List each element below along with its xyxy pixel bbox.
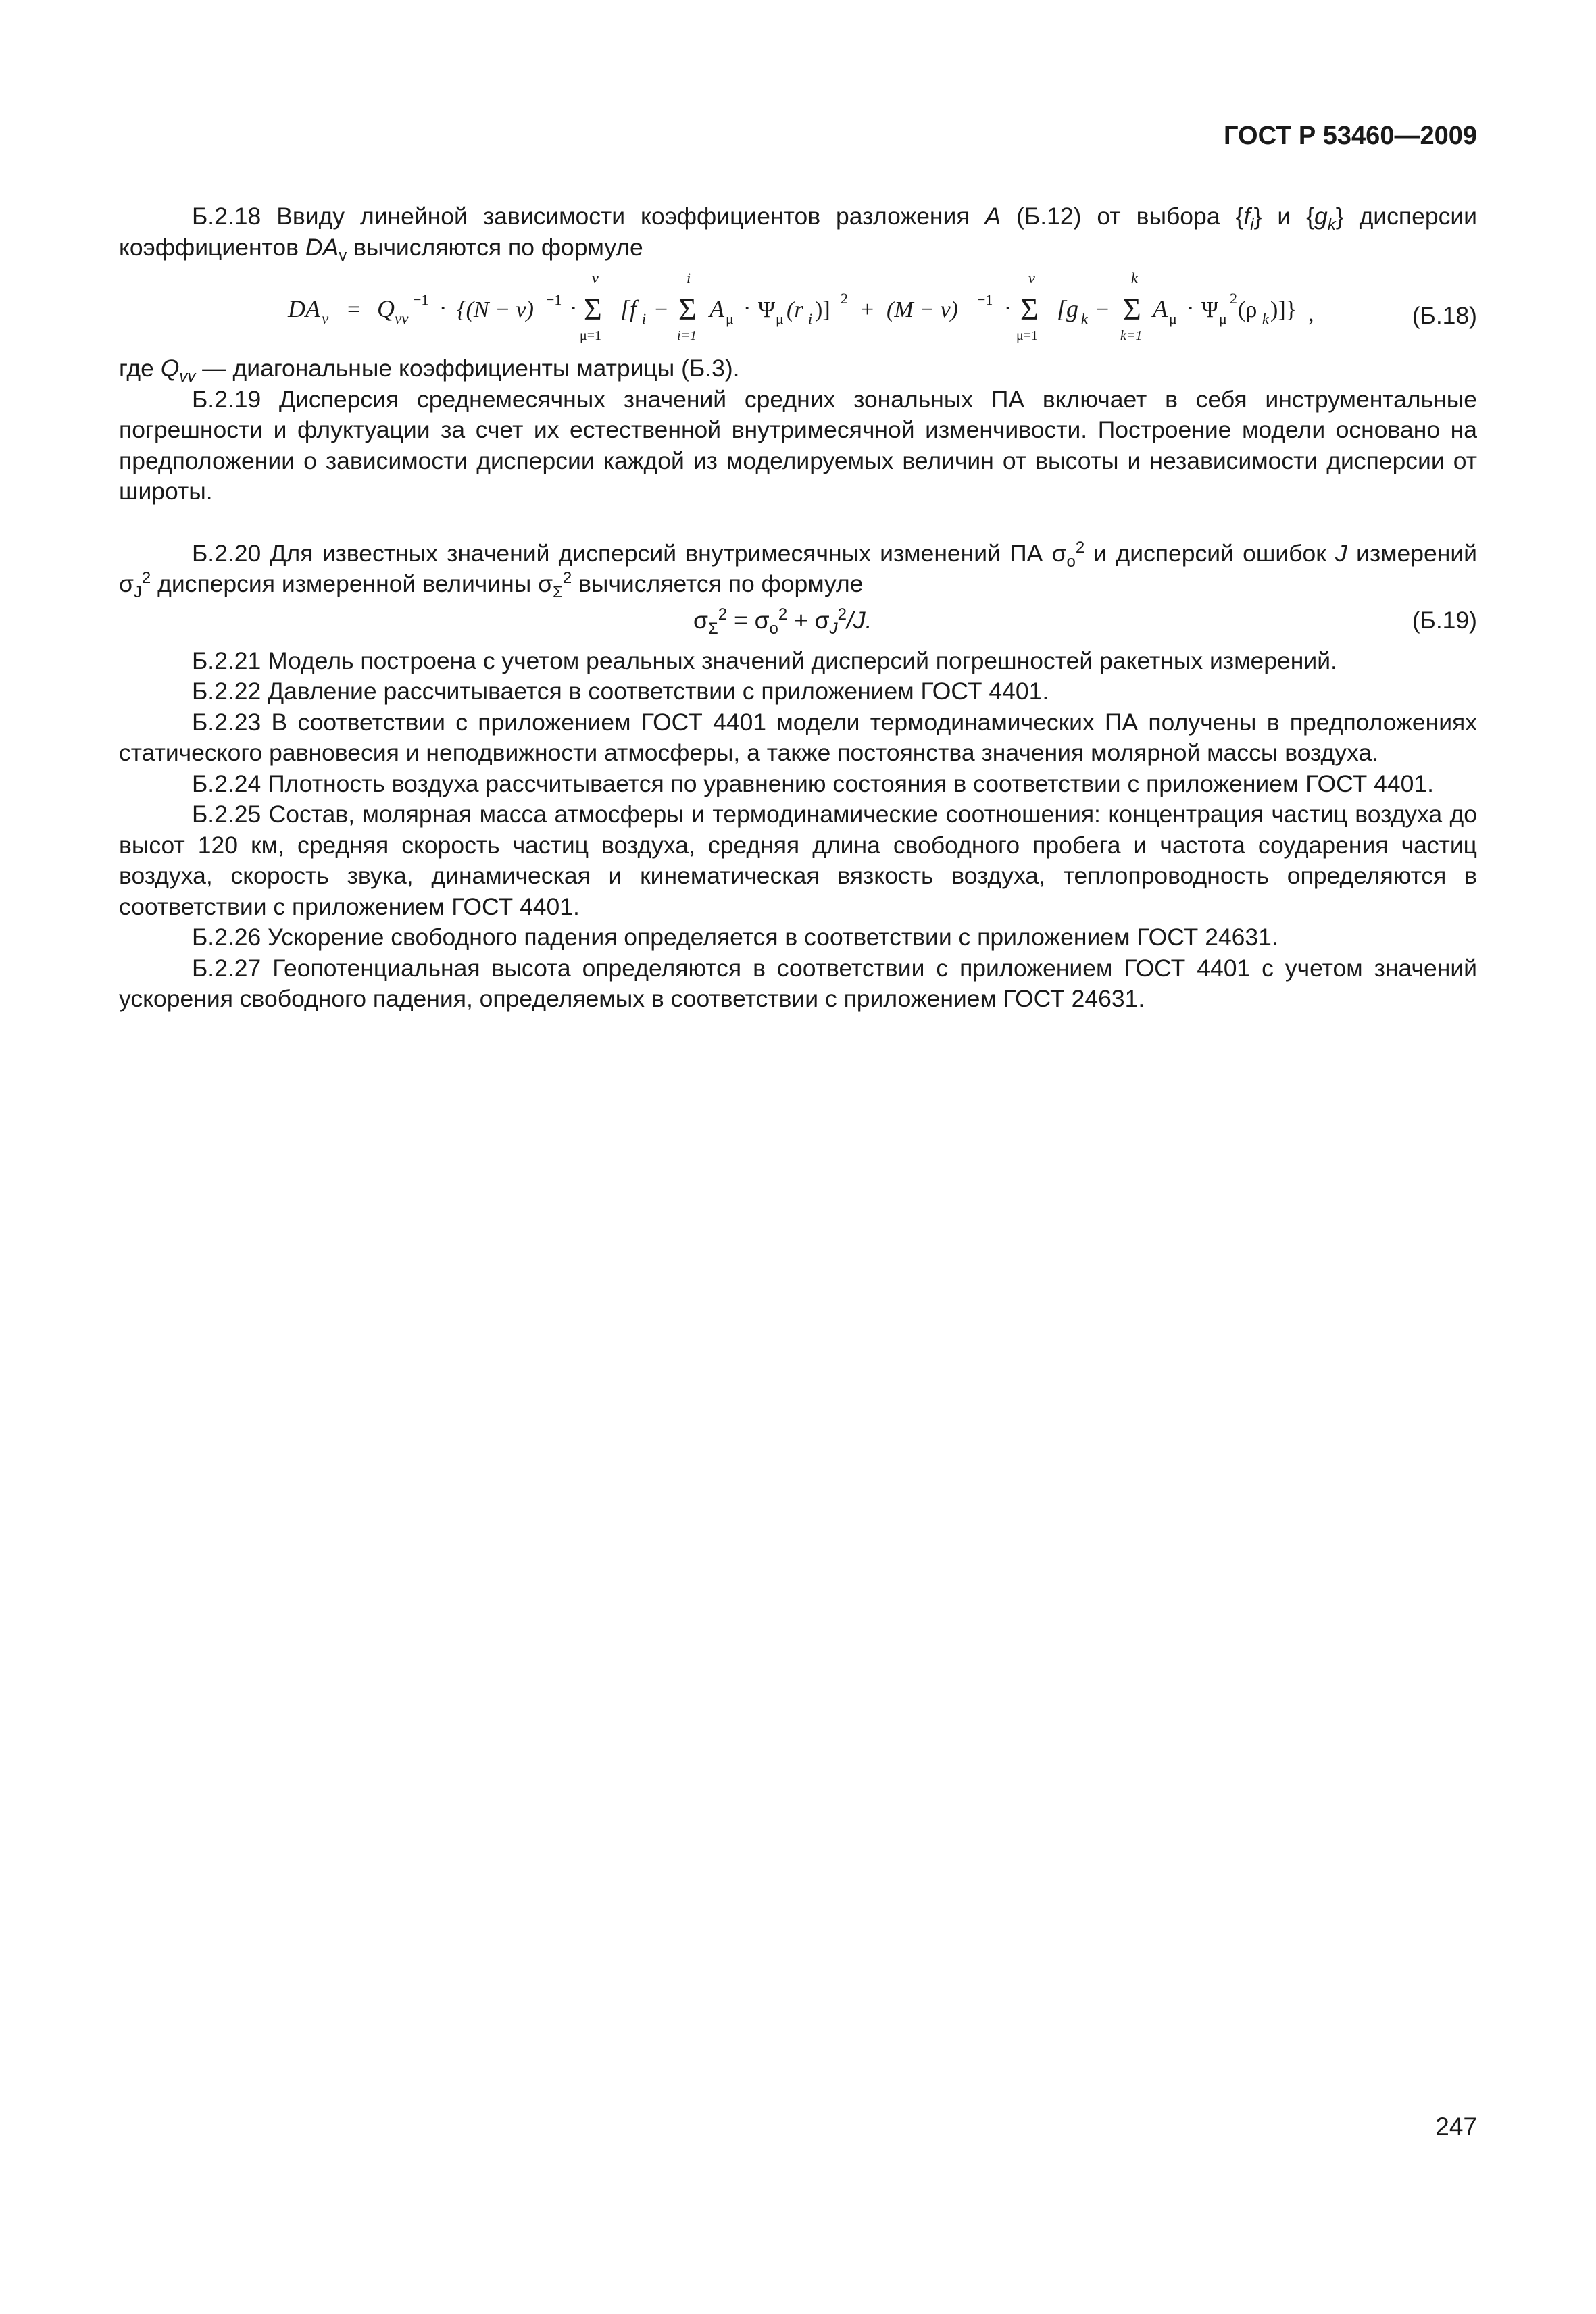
formula-lhs: DA <box>288 295 320 322</box>
svg-text:Q: Q <box>377 295 395 322</box>
formula-number-b18: (Б.18) <box>1412 302 1477 329</box>
svg-text:−1: −1 <box>977 291 993 308</box>
paragraph-b224: Б.2.24 Плотность воздуха рассчитывается по уравнению состояния в соответствии с приложением ГОСТ 4401. <box>192 770 1434 797</box>
svg-text:k=1: k=1 <box>1120 328 1143 343</box>
paragraph-b225: Б.2.25 Состав, молярная масса атмосферы и термодинамические соотношения: концентрация частиц воздуха до высот 120 км, средняя скорость частиц воздуха, средняя длина свободного пробега и частота соударения частиц воздуха, скорость звука, динамическая и кинематическая вязкость воздуха, теплопроводность определяются в соответствии с приложением ГОСТ 4401. <box>119 801 1477 920</box>
svg-text:−: − <box>655 297 668 322</box>
svg-text:,: , <box>1308 301 1314 326</box>
sum-symbol-2: Σ <box>678 292 697 326</box>
svg-text:(ρ: (ρ <box>1238 297 1257 322</box>
svg-text:vv: vv <box>395 310 409 327</box>
svg-text:[g: [g <box>1057 295 1079 322</box>
svg-text:=: = <box>347 297 361 322</box>
paragraph-b223: Б.2.23 В соответствии с приложением ГОСТ 4401 модели термодинамических ПА получены в предположениях статического равновесия и неподвижности атмосферы, а также постоянства значения молярной массы воздуха. <box>119 708 1477 766</box>
sum-symbol-3: Σ <box>1020 292 1039 326</box>
svg-text:k: k <box>1262 310 1269 327</box>
svg-text:·: · <box>1004 296 1012 321</box>
svg-text:μ=1: μ=1 <box>1016 328 1039 343</box>
svg-text:(r: (r <box>787 297 803 322</box>
svg-text:k: k <box>1131 270 1138 286</box>
svg-text:[f: [f <box>620 295 637 322</box>
paragraph-b220: Б.2.20 Для известных значений дисперсий внутримесячных изменений ПА $\sigma_о^2$ и дисперсий ошибок J измерений $\sigma_J^2$ дисперсия измеренной величины $\sigma_\Sigma^2$ вычисляется по формуле <box>119 538 1477 602</box>
where-clause: где $Q_{vv}$ — диагональные коэффициенты матрицы (Б.3). <box>119 355 740 386</box>
paragraph-b227: Б.2.27 Геопотенциальная высота определяются в соответствии с приложением ГОСТ 4401 с учетом значений ускорения свободного падения, определяемых в соответствии с приложением ГОСТ 24631. <box>119 954 1477 1012</box>
svg-text:·: · <box>743 296 751 321</box>
svg-text:·: · <box>439 296 447 321</box>
svg-text:μ: μ <box>1219 310 1227 327</box>
svg-text:)]: )] <box>815 297 830 322</box>
svg-text:Ψ: Ψ <box>1201 297 1219 322</box>
svg-text:k: k <box>1081 310 1088 327</box>
svg-text:i: i <box>642 310 647 327</box>
formula-b19 <box>119 603 1477 639</box>
svg-text:·: · <box>570 296 578 321</box>
sum-symbol-4: Σ <box>1123 292 1141 326</box>
svg-text:v: v <box>1028 270 1035 286</box>
document-body <box>119 201 1477 1015</box>
formula-number-b19: (Б.19) <box>1412 606 1477 634</box>
svg-text:v: v <box>592 270 599 286</box>
svg-text:−1: −1 <box>413 291 429 308</box>
paragraph-b221: Б.2.21 Модель построена с учетом реальных значений дисперсий погрешностей ракетных измерений. <box>192 647 1337 674</box>
page-number: 247 <box>1435 2113 1477 2140</box>
svg-text:−: − <box>1096 297 1109 322</box>
svg-text:μ: μ <box>776 310 784 327</box>
svg-text:)]}: )]} <box>1270 297 1297 322</box>
svg-text:{(N − v): {(N − v) <box>457 297 534 322</box>
svg-text:v: v <box>322 310 329 327</box>
svg-text:i=1: i=1 <box>677 328 697 343</box>
svg-text:−1: −1 <box>546 291 562 308</box>
sum-symbol-1: Σ <box>584 292 602 326</box>
svg-text:2: 2 <box>841 290 848 307</box>
svg-text:A: A <box>1153 295 1168 322</box>
svg-text:μ: μ <box>1169 310 1177 327</box>
paragraph-b218: Б.2.18 Ввиду линейной зависимости коэффициентов разложения A (Б.12) от выбора $\{f_i\}$ и $\{g_k\}$ дисперсии коэффициентов $DA_v$ вычисляются по формуле <box>119 203 1477 265</box>
svg-text:2: 2 <box>1230 290 1237 307</box>
paragraph-b226: Б.2.26 Ускорение свободного падения определяется в соответствии с приложением ГОСТ 24631. <box>192 924 1278 951</box>
paragraph-b222: Б.2.22 Давление рассчитывается в соответствии с приложением ГОСТ 4401. <box>192 678 1049 705</box>
svg-text:Ψ: Ψ <box>758 297 776 322</box>
svg-text:μ=1: μ=1 <box>580 328 602 343</box>
paragraph-b219: Б.2.19 Дисперсия среднемесячных значений средних зональных ПА включает в себя инструментальные погрешности и флуктуации за счет их естественной внутримесячной изменчивости. Построение модели основано на предположении о зависимости дисперсии каждой из моделируемых величин от высоты и независимости дисперсии от широты. <box>119 385 1477 505</box>
formula-b18 <box>119 266 1477 348</box>
svg-text:i: i <box>687 270 691 286</box>
document-header: ГОСТ Р 53460—2009 <box>1224 122 1477 150</box>
svg-text:μ: μ <box>726 310 734 327</box>
formula-b19-expression: $\sigma_\Sigma^2 = \sigma_о^2 + \sigma_J^2/J$. <box>693 605 872 638</box>
svg-text:(M − v): (M − v) <box>887 297 959 322</box>
svg-text:+: + <box>861 297 874 322</box>
svg-text:i: i <box>808 310 813 327</box>
svg-text:A: A <box>709 295 724 322</box>
svg-text:·: · <box>1187 296 1195 321</box>
